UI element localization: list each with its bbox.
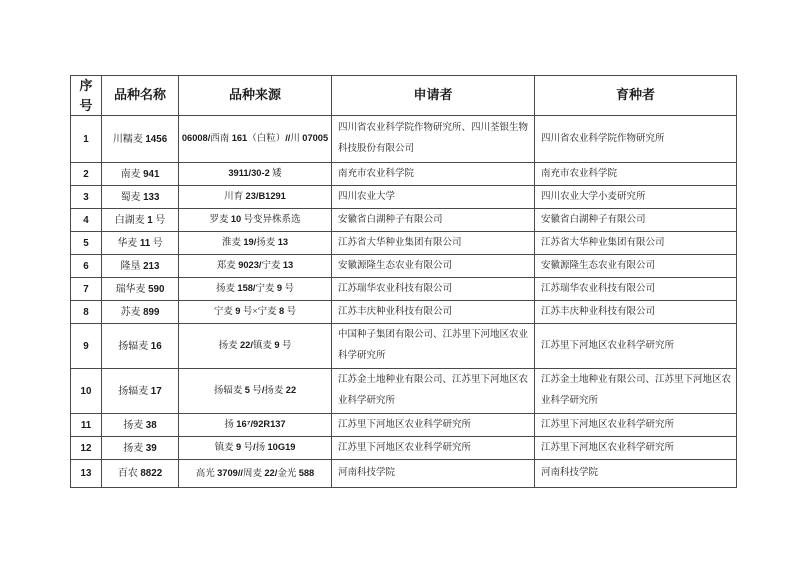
cell-variety-source: 宁麦 9 号×宁麦 8 号 xyxy=(179,301,332,324)
cell-applicant: 江苏里下河地区农业科学研究所 xyxy=(332,414,535,437)
cell-variety-name: 瑞华麦 590 xyxy=(102,278,179,301)
cell-applicant: 中国种子集团有限公司、江苏里下河地区农业科学研究所 xyxy=(332,324,535,369)
column-header-variety-name: 品种名称 xyxy=(102,76,179,116)
table-row xyxy=(71,414,737,437)
table-row xyxy=(71,460,737,488)
cell-variety-name: 川糯麦 1456 xyxy=(102,116,179,163)
cell-applicant: 江苏瑞华农业科技有限公司 xyxy=(332,278,535,301)
cell-serial: 10 xyxy=(71,369,102,414)
cell-breeder: 江苏省大华种业集团有限公司 xyxy=(535,232,737,255)
cell-applicant: 四川省农业科学院作物研究所、四川荃银生物科技股份有限公司 xyxy=(332,116,535,163)
cell-serial: 9 xyxy=(71,324,102,369)
cell-breeder: 四川农业大学小麦研究所 xyxy=(535,186,737,209)
cell-breeder: 南充市农业科学院 xyxy=(535,163,737,186)
cell-serial: 3 xyxy=(71,186,102,209)
cell-variety-source: 郑麦 9023/宁麦 13 xyxy=(179,255,332,278)
cell-serial: 11 xyxy=(71,414,102,437)
table-row xyxy=(71,116,737,163)
cell-serial: 12 xyxy=(71,437,102,460)
cell-breeder: 江苏里下河地区农业科学研究所 xyxy=(535,437,737,460)
cell-variety-name: 华麦 11 号 xyxy=(102,232,179,255)
cell-applicant: 江苏省大华种业集团有限公司 xyxy=(332,232,535,255)
cell-applicant: 河南科技学院 xyxy=(332,460,535,488)
cell-variety-source: 扬麦 22/镇麦 9 号 xyxy=(179,324,332,369)
cell-applicant: 南充市农业科学院 xyxy=(332,163,535,186)
column-header-serial-label: 序号 xyxy=(79,78,93,113)
cell-variety-source: 镇麦 9 号/扬 10G19 xyxy=(179,437,332,460)
cell-breeder: 安徽源隆生态农业有限公司 xyxy=(535,255,737,278)
table-row xyxy=(71,324,737,369)
cell-serial: 7 xyxy=(71,278,102,301)
cell-variety-source: 3911/30-2 矮 xyxy=(179,163,332,186)
cell-variety-name: 扬麦 38 xyxy=(102,414,179,437)
cell-serial: 2 xyxy=(71,163,102,186)
cell-serial: 4 xyxy=(71,209,102,232)
cell-variety-name: 白湖麦 1 号 xyxy=(102,209,179,232)
cell-breeder: 江苏丰庆种业科技有限公司 xyxy=(535,301,737,324)
cell-variety-source: 淮麦 19/扬麦 13 xyxy=(179,232,332,255)
cell-variety-source: 川育 23/B1291 xyxy=(179,186,332,209)
column-header-applicant: 申请者 xyxy=(332,76,535,116)
cell-variety-name: 南麦 941 xyxy=(102,163,179,186)
cell-variety-source: 扬 16⁷/92R137 xyxy=(179,414,332,437)
table-row xyxy=(71,437,737,460)
cell-variety-name: 百农 8822 xyxy=(102,460,179,488)
cell-applicant: 江苏里下河地区农业科学研究所 xyxy=(332,437,535,460)
cell-breeder: 河南科技学院 xyxy=(535,460,737,488)
cell-variety-source: 扬辐麦 5 号/扬麦 22 xyxy=(179,369,332,414)
cell-breeder: 四川省农业科学院作物研究所 xyxy=(535,116,737,163)
cell-variety-name: 隆垦 213 xyxy=(102,255,179,278)
cell-breeder: 安徽省白湖种子有限公司 xyxy=(535,209,737,232)
cell-breeder: 江苏里下河地区农业科学研究所 xyxy=(535,414,737,437)
cell-variety-name: 苏麦 899 xyxy=(102,301,179,324)
cell-applicant: 江苏丰庆种业科技有限公司 xyxy=(332,301,535,324)
table-row xyxy=(71,163,737,186)
column-header-serial xyxy=(71,76,102,116)
cell-serial: 1 xyxy=(71,116,102,163)
table-row xyxy=(71,232,737,255)
cell-breeder: 江苏瑞华农业科技有限公司 xyxy=(535,278,737,301)
cell-variety-source: 06008/西南 161（白粒）//川 07005 xyxy=(179,116,332,163)
cell-variety-name: 扬辐麦 16 xyxy=(102,324,179,369)
table-row xyxy=(71,255,737,278)
wheat-variety-table xyxy=(70,75,737,488)
cell-applicant: 安徽省白湖种子有限公司 xyxy=(332,209,535,232)
cell-applicant: 江苏金土地种业有限公司、江苏里下河地区农业科学研究所 xyxy=(332,369,535,414)
cell-variety-name: 扬麦 39 xyxy=(102,437,179,460)
cell-serial: 13 xyxy=(71,460,102,488)
column-header-breeder: 育种者 xyxy=(535,76,737,116)
cell-applicant: 安徽源隆生态农业有限公司 xyxy=(332,255,535,278)
table-row xyxy=(71,209,737,232)
cell-breeder: 江苏里下河地区农业科学研究所 xyxy=(535,324,737,369)
table-row xyxy=(71,301,737,324)
cell-applicant: 四川农业大学 xyxy=(332,186,535,209)
table-row xyxy=(71,369,737,414)
cell-serial: 8 xyxy=(71,301,102,324)
table-row xyxy=(71,186,737,209)
cell-serial: 5 xyxy=(71,232,102,255)
header-row xyxy=(71,76,737,116)
cell-variety-source: 高光 3709//周麦 22/金光 588 xyxy=(179,460,332,488)
cell-serial: 6 xyxy=(71,255,102,278)
cell-variety-source: 扬麦 158/宁麦 9 号 xyxy=(179,278,332,301)
cell-breeder: 江苏金土地种业有限公司、江苏里下河地区农业科学研究所 xyxy=(535,369,737,414)
cell-variety-name: 扬辐麦 17 xyxy=(102,369,179,414)
cell-variety-name: 蜀麦 133 xyxy=(102,186,179,209)
cell-variety-source: 罗麦 10 号变异株系选 xyxy=(179,209,332,232)
column-header-variety-source: 品种来源 xyxy=(179,76,332,116)
table-row xyxy=(71,278,737,301)
